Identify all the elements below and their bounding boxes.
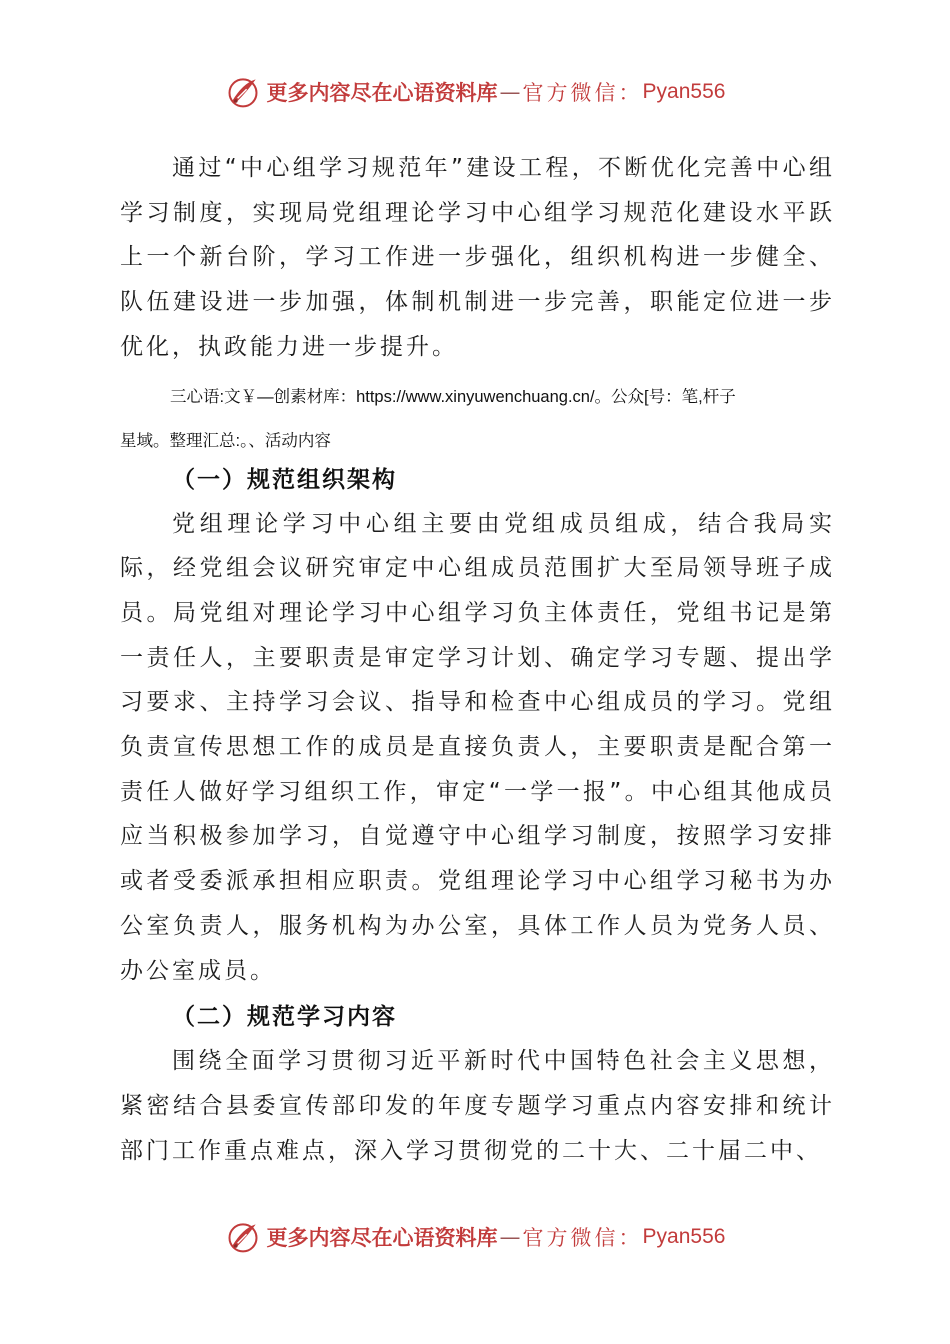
document-body — [120, 146, 835, 1173]
banner-wechat-label: 官方微信： — [522, 1226, 643, 1250]
footer-watermark-banner — [0, 1215, 950, 1259]
section-2-heading: （二）规范学习内容 — [172, 1004, 397, 1031]
header-watermark-banner — [0, 70, 950, 114]
section-1-paragraph: 党组理论学习中心组主要由党组成员组成，结合我局实际，经党组会议研究审定中心组成员范围扩大至局领导班子成员。局党组对理论学习中心组学习负主体责任，党组书记是第一责任人，主要职责是审定学习计划、确定学习专题、提出学习要求、主持学习会议、指导和检查中心组成员的学习。党组负责宣传思想工作的成员是直接负责人，主要职责是配合第一责任人做好学习组织工作，审定“一学一报”。中心组其他成员应当积极参加学习，自觉遵守中心组学习制度，按照学习安排或者受委派承担相应职责。党组理论学习中心组学习秘书为办公室负责人，服务机构为办公室，具体工作人员为党务人员、办公室成员。 — [120, 510, 835, 984]
banner-dash: — — [499, 80, 521, 104]
banner-dash: — — [499, 1225, 521, 1249]
pen-nib-logo-icon — [225, 74, 261, 110]
section-1-heading: （一）规范组织架构 — [172, 466, 397, 493]
pen-nib-logo-icon — [225, 1219, 261, 1255]
section-2-paragraph: 围绕全面学习贯彻习近平新时代中国特色社会主义思想，紧密结合县委宣传部印发的年度专题学习重点内容安排和统计部门工作重点难点，深入学习贯彻党的二十大、二十届二中、 — [120, 1048, 835, 1164]
source-note-line-1: 三心语:文￥—创素材库：https://www.xinyuwenchuang.cn/。公众[号：笔,杆子 — [170, 387, 736, 406]
intro-paragraph: 通过“中心组学习规范年”建设工程，不断优化完善中心组学习制度，实现局党组理论学习中心组学习规范化建设水平跃上一个新台阶，学习工作进一步强化，组织机构进一步健全、队伍建设进一步加强，体制机制进一步完善，职能定位进一步优化，执政能力进一步提升。 — [120, 155, 835, 360]
banner-brand-text: 更多内容尽在心语资料库 — [266, 1225, 498, 1250]
banner-wechat-id: Pyan556 — [642, 80, 726, 103]
banner-wechat-label: 官方微信： — [522, 81, 643, 105]
banner-brand-text: 更多内容尽在心语资料库 — [266, 80, 498, 105]
banner-wechat-id: Pyan556 — [642, 1225, 726, 1248]
source-note-line-2: 星域。整理汇总:。、活动内容 — [120, 431, 331, 450]
